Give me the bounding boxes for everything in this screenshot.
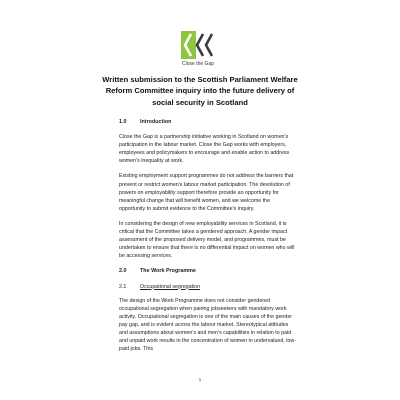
occupational-paragraph-1: The design of the Work Programme does not consider gendered occupational segregation when pairing jobseekers with mandatory work activity. Occupational segregation is one of the main causes of the gender pay gap, and is evident across the labour market. Stereotypical attitudes and assumptions about women's and men's capabilities in relation to paid and unpaid work results in the concentration of women in undervalued, low-paid jobs. This — [119, 297, 296, 353]
document-title: Written submission to the Scottish Parliament Welfare Reform Committee inquiry into the future delivery of social security in Scotland — [102, 75, 298, 107]
close-the-gap-logo — [181, 31, 214, 59]
section-number: 2.0 — [119, 268, 127, 275]
logo-chevron-right — [206, 34, 212, 56]
intro-paragraph-3: In considering the design of new employability services in Scotland, it is critical that the Committee takes a gendered approach. A gender impact assessment of the proposed delivery model, and programmes, must be undertaken to ensure that there is no differential impact on women who will be accessing services. — [119, 220, 295, 260]
document-body — [119, 118, 297, 360]
subsection-number: 2.1 — [119, 283, 127, 290]
page-number: 1 — [198, 377, 202, 382]
subsection-heading-occupational-segregation — [119, 283, 297, 291]
logo-chevron-mid — [197, 34, 203, 56]
subsection-title: Occupational segregation — [140, 283, 201, 290]
logo-green-square — [181, 31, 196, 59]
intro-paragraph-1: Close the Gap is a partnership initiative working in Scotland on women's participation in the labour market. Close the Gap works with employers, employees and policymakers to encourage and enable action to address women's inequality at work. — [119, 134, 290, 165]
intro-paragraph-2: Existing employment support programmes do not address the barriers that prevent or restrict women's labour market participation. The devolution of powers on employability support therefore provide an opportunity for meaningful change that will benefit women, and we welcome the opportunity to submit evidence to the Committee's inquiry. — [119, 173, 294, 212]
section-heading-work-programme — [119, 267, 297, 275]
section-title: The Work Programme — [140, 268, 196, 275]
logo-caption: Close the Gap — [182, 61, 214, 67]
section-heading-introduction — [119, 118, 297, 126]
section-title: Introduction — [140, 119, 172, 125]
section-number: 1.0 — [119, 119, 127, 125]
